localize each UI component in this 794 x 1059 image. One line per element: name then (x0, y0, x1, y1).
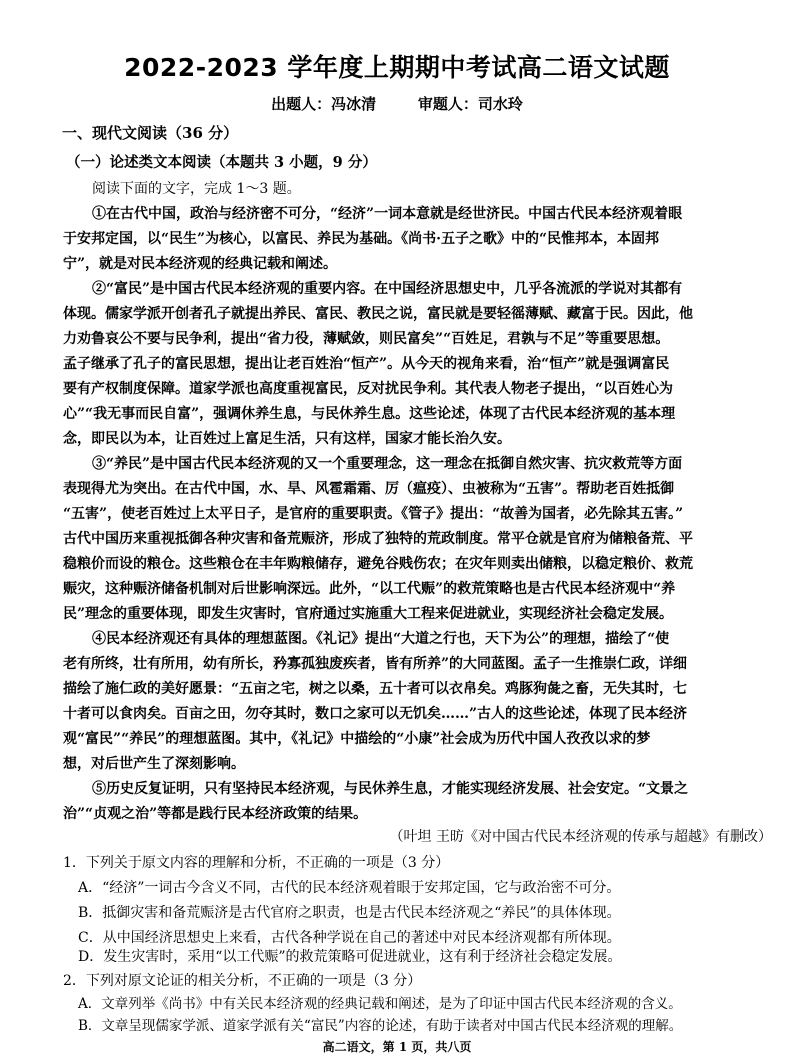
passage-line: 观“富民”“养民”的理想蓝图。其中，《礼记》中描绘的“小康”社会成为历代中国人孜孜以求的梦 (63, 731, 651, 747)
passage-line: 力劝鲁哀公不要与民争利，提出“省力役，薄赋敛，则民富矣”“百姓足，君孰与不足”等重要思想。 (63, 331, 670, 347)
passage-line: 要有产权制度保障。道家学派也高度重视富民，反对扰民争利。其代表人物老子提出，“以百姓心为 (63, 381, 674, 397)
passage-line: 稳粮价而设的粮仓。这些粮仓在丰年购粮储存，避免谷贱伤农；在灾年则卖出储粮，以稳定粮价、救荒 (63, 556, 693, 572)
question-option: B．文章呈现儒家学派、道家学派有关“富民”内容的论述，有助于读者对中国古代民本经济观的理解。 (78, 1018, 683, 1034)
passage-line: ④民本经济观还有具体的理想蓝图。《礼记》提出“大道之行也，天下为公”的理想，描绘了“使 (92, 631, 670, 647)
passage-line: ②“富民”是中国古代民本经济观的重要内容。在中国经济思想史中，几乎各流派的学说对其都有 (92, 281, 683, 297)
passage-line: ⑤历史反复证明，只有坚持民本经济观，与民休养生息，才能实现经济发展、社会安定。“文景之 (92, 781, 689, 797)
passage-line: 于安邦定国，以“民生”为核心，以富民、养民为基础。《尚书·五子之歌》中的“民惟邦本，本固邦 (63, 231, 660, 247)
instruction: 阅读下面的文字，完成 1～3 题。 (92, 181, 301, 197)
question-stem: 1．下列关于原文内容的理解和分析，不正确的一项是（3 分） (63, 855, 450, 871)
passage-line: 想，对后世产生了深刻影响。 (63, 756, 245, 772)
question-option: A．“经济”一词古今含义不同，古代的民本经济观着眼于安邦定国，它与政治密不可分。 (78, 880, 621, 896)
passage-line: 治”“贞观之治”等都是践行民本经济政策的结果。 (63, 806, 368, 822)
passage-line: 描绘了施仁政的美好愿景：“五亩之宅，树之以桑，五十者可以衣帛矣。鸡豚狗彘之畜，无失其时，七 (63, 681, 688, 697)
page-footer: 高二语文，第 1 页，共八页 (322, 1040, 472, 1054)
subsection-heading: （一）论述类文本阅读（本题共 3 小题，9 分） (66, 154, 377, 171)
passage-line: 表现得尤为突出。在古代中国，水、旱、风雹霜霜、厉（瘟疫）、虫被称为“五害”。帮助老百姓抵御 (63, 481, 675, 497)
passage-line: 老有所终，壮有所用，幼有所长，矜寡孤独废疾者，皆有所养”的大同蓝图。孟子一生推崇仁政，详细 (63, 656, 688, 672)
passage-line: ①在古代中国，政治与经济密不可分，“经济”一词本意就是经世济民。中国古代民本经济观着眼 (92, 206, 683, 222)
question-stem: 2．下列对原文论证的相关分析，不正确的一项是（3 分） (63, 973, 422, 989)
passage-line: 体现。儒家学派开创者孔子就提出养民、富民、教民之说，富民就是要轻徭薄赋、藏富于民。因此，他 (63, 306, 693, 322)
authors-line: 出题人：冯冰清 审题人：司水玲 (271, 95, 523, 113)
question-option: D．发生灾害时，采用“以工代赈”的救荒策略可促进就业，这有利于经济社会稳定发展。 (78, 949, 622, 965)
passage-line: 赈灾，这种赈济储备机制对后世影响深远。此外，“以工代赈”的救荒策略也是古代民本经济观中“养 (63, 581, 676, 597)
passage-line: ③“养民”是中国古代民本经济观的又一个重要理念，这一理念在抵御自然灾害、抗灾救荒等方面 (92, 456, 683, 472)
question-option: B．抵御灾害和备荒赈济是古代官府之职责，也是古代民本经济观之“养民”的具体体现。 (78, 905, 621, 921)
passage-source: （叶坦 王昉《对中国古代民本经济观的传承与超越》有删改） (389, 829, 772, 845)
passage-line: 念，即民以为本，让百姓过上富足生活，只有这样，国家才能长治久安。 (63, 431, 511, 447)
passage-line: 宁”，就是对民本经济观的经典记载和阐述。 (63, 256, 338, 272)
section-heading: 一、现代文阅读（36 分） (62, 124, 239, 142)
page-title: 2022-2023 学年度上期期中考试高二语文试题 (124, 53, 670, 82)
question-option: A．文章列举《尚书》中有关民本经济观的经典记载和阐述，是为了印证中国古代民本经济观的含义。 (78, 996, 682, 1012)
passage-line: 十者可以食肉矣。百亩之田，勿夺其时，数口之家可以无饥矣……”古人的这些论述，体现了民本经济 (63, 706, 688, 722)
passage-line: 古代中国历来重视抵御各种灾害和备荒赈济，形成了独特的荒政制度。常平仓就是官府为储粮备荒、平 (63, 531, 693, 547)
passage-line: “五害”，使老百姓过上太平日子，是官府的重要职责。《管子》提出：“故善为国者，必先除其五害。” (63, 506, 684, 522)
passage-line: 孟子继承了孔子的富民思想，提出让老百姓治“恒产”。从今天的视角来看，治“恒产”就是强调富民 (63, 356, 670, 372)
passage-line: 心”“我无事而民自富”，强调休养生息，与民休养生息。这些论述，体现了古代民本经济观的基本理 (63, 406, 676, 422)
question-option: C．从中国经济思想史上来看，古代各种学说在自己的著述中对民本经济观都有所体现。 (78, 930, 621, 946)
passage-line: 民”理念的重要体现，即发生灾害时，官府通过实施重大工程来促进就业，实现经济社会稳定发展。 (63, 606, 674, 622)
